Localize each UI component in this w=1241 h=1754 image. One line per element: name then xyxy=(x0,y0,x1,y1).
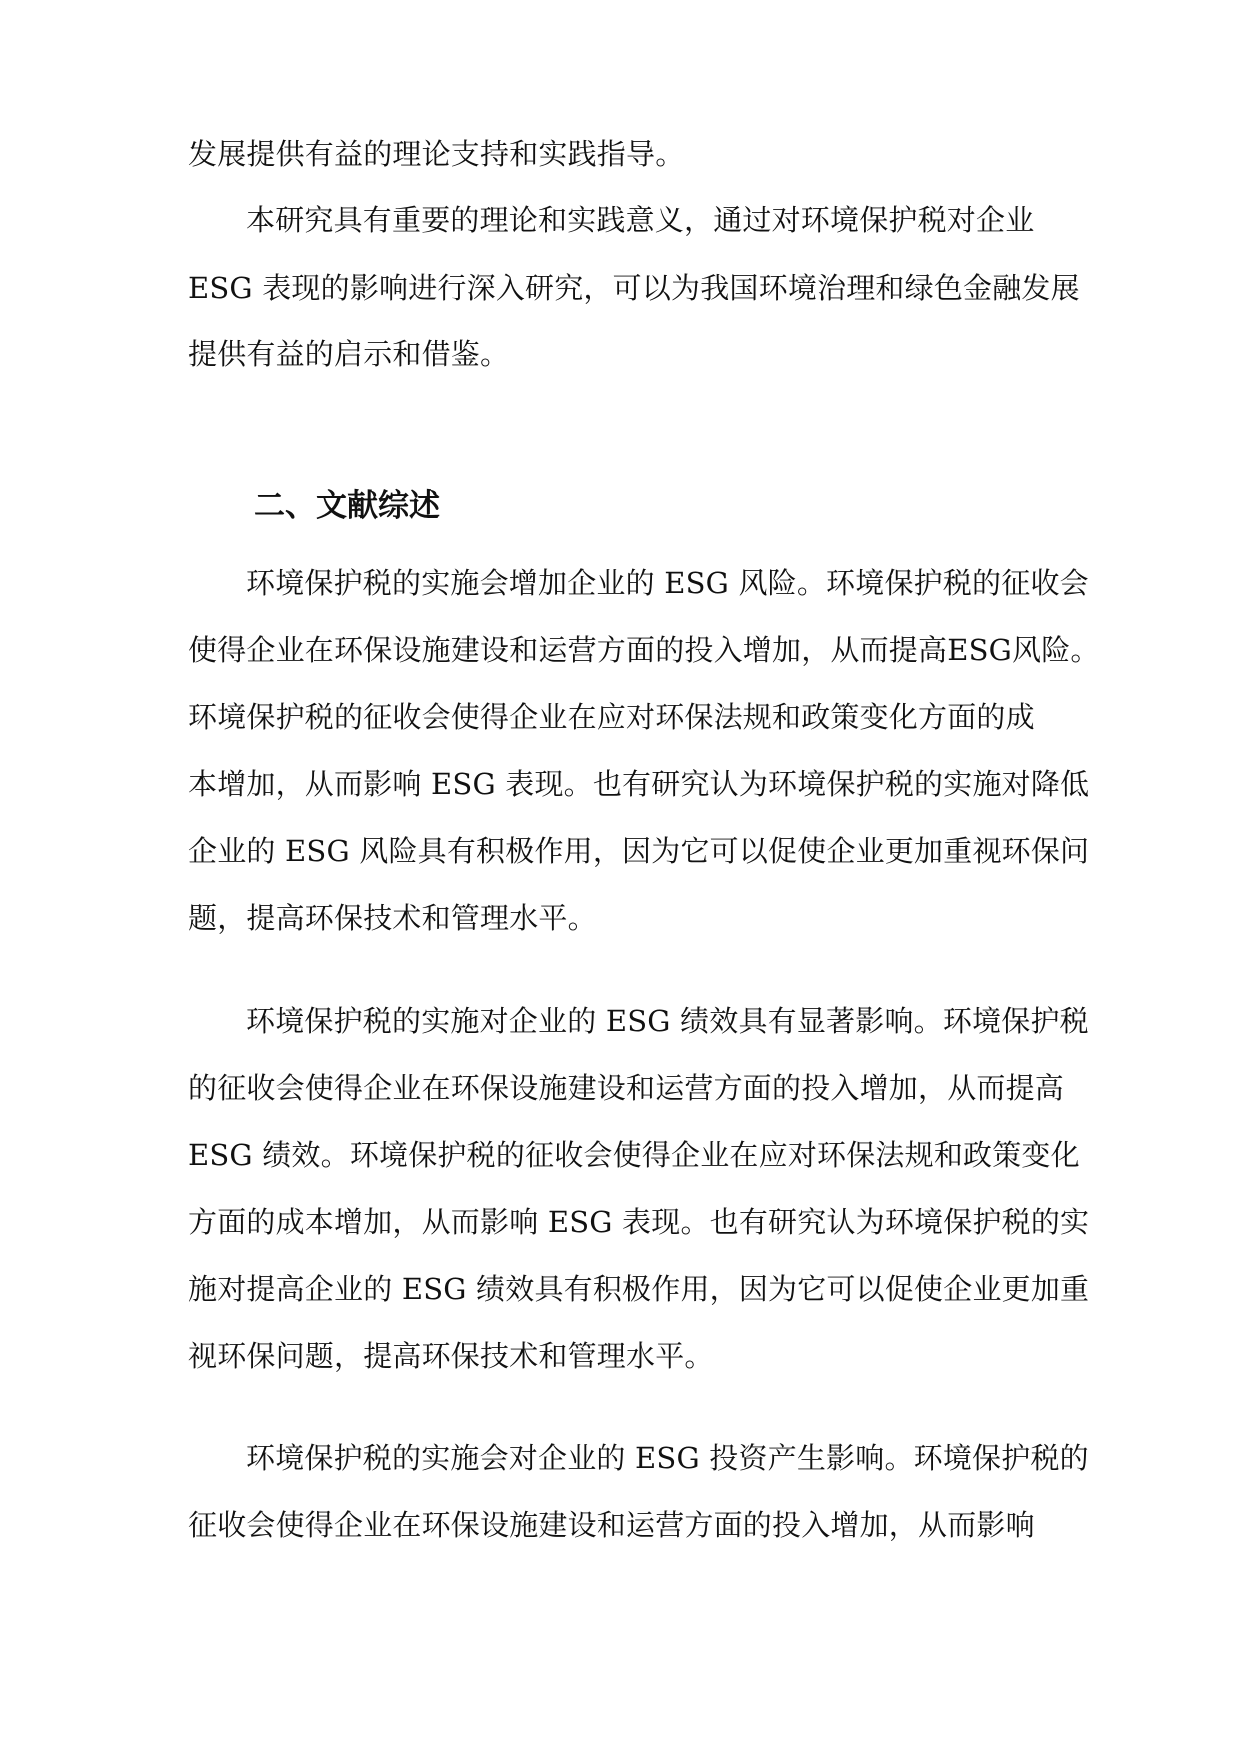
text-line: 本研究具有重要的理论和实践意义，通过对环境保护税对企业 xyxy=(246,203,1035,237)
text-line: 题，提高环保技术和管理水平。 xyxy=(188,901,597,935)
text-line: 方面的成本增加，从而影响 ESG 表现。也有研究认为环境保护税的实 xyxy=(188,1205,1090,1239)
text-line: 使得企业在环保设施建设和运营方面的投入增加，从而提高ESG风险。 xyxy=(188,633,1100,667)
text-line: 征收会使得企业在环保设施建设和运营方面的投入增加，从而影响 xyxy=(188,1508,1035,1542)
text-line: 环境保护税的实施会对企业的 ESG 投资产生影响。环境保护税的 xyxy=(246,1441,1089,1475)
text-line: 施对提高企业的 ESG 绩效具有积极作用，因为它可以促使企业更加重 xyxy=(188,1272,1090,1306)
text-line: ESG 绩效。环境保护税的征收会使得企业在应对环保法规和政策变化 xyxy=(188,1138,1080,1172)
text-line: 企业的 ESG 风险具有积极作用，因为它可以促使企业更加重视环保问 xyxy=(188,834,1090,868)
text-line: 本增加，从而影响 ESG 表现。也有研究认为环境保护税的实施对降低 xyxy=(188,767,1090,801)
text-line: 的征收会使得企业在环保设施建设和运营方面的投入增加，从而提高 xyxy=(188,1071,1065,1105)
text-line: 提供有益的启示和借鉴。 xyxy=(188,337,510,371)
text-line: 发展提供有益的理论支持和实践指导。 xyxy=(188,137,685,171)
section-heading: 二、文献综述 xyxy=(254,488,440,524)
text-line: 环境保护税的实施会增加企业的 ESG 风险。环境保护税的征收会 xyxy=(246,566,1089,600)
text-line: 环境保护税的实施对企业的 ESG 绩效具有显著影响。环境保护税 xyxy=(246,1004,1089,1038)
text-line: 视环保问题，提高环保技术和管理水平。 xyxy=(188,1339,714,1373)
text-line: ESG 表现的影响进行深入研究，可以为我国环境治理和绿色金融发展 xyxy=(188,271,1080,305)
text-line: 环境保护税的征收会使得企业在应对环保法规和政策变化方面的成 xyxy=(188,700,1035,734)
